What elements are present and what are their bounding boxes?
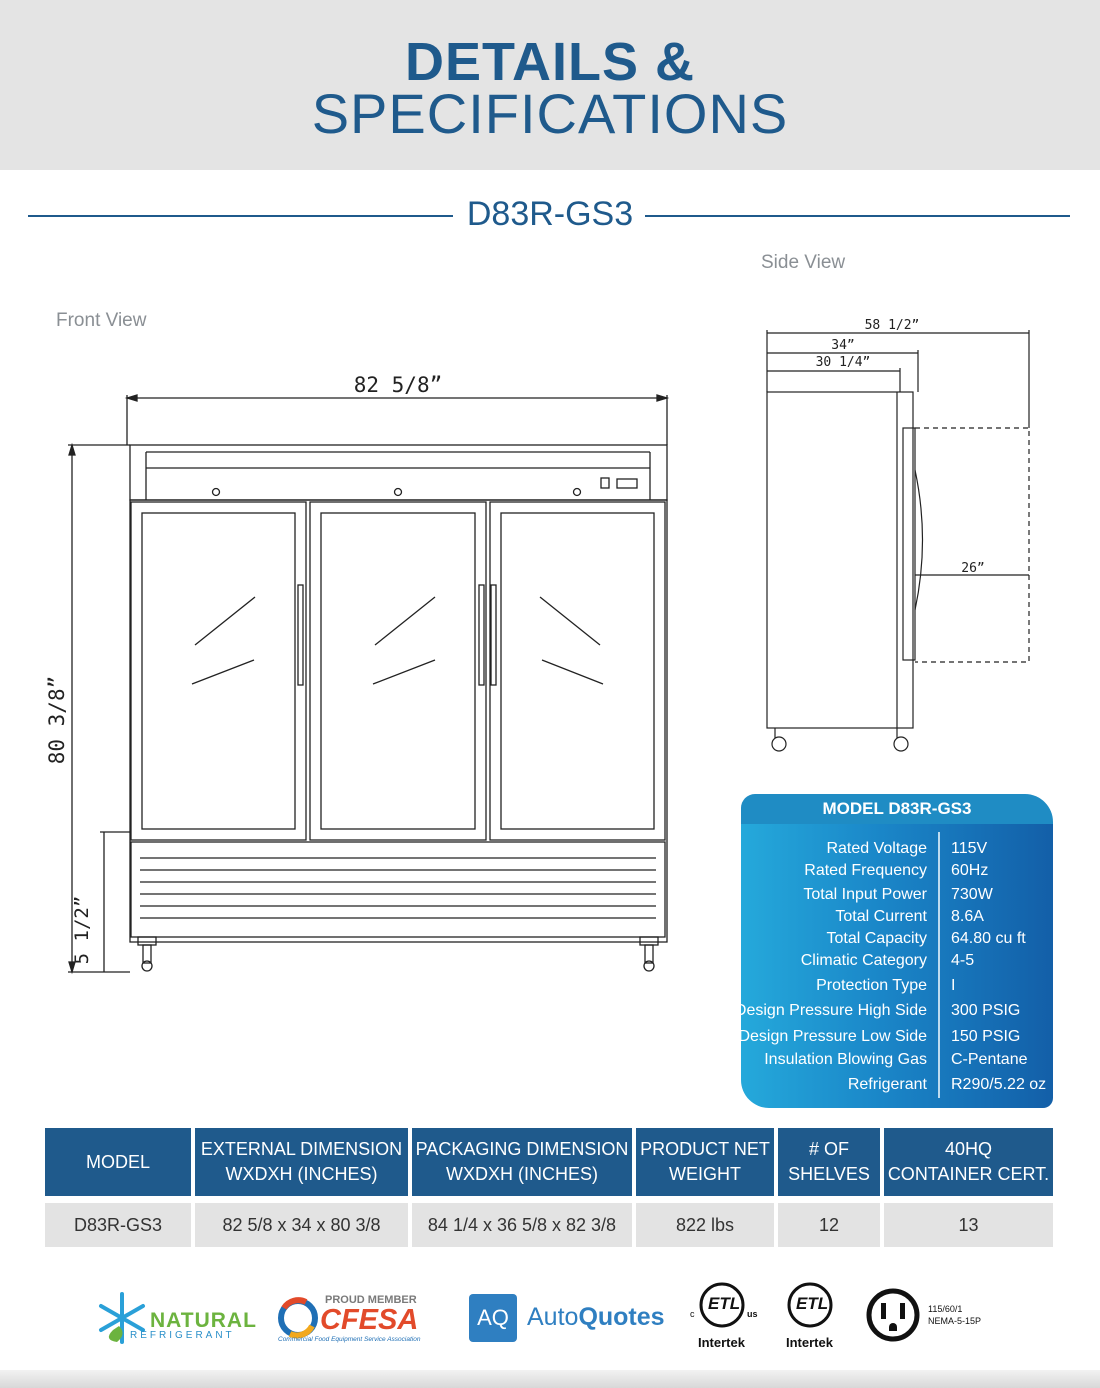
spec-row [741, 840, 1053, 862]
spec-label: Total Capacity [826, 930, 927, 947]
side-door-dim: 26” [961, 561, 985, 576]
spec-value: 64.80 cu ft [951, 930, 1026, 947]
spec-value: 150 PSIG [951, 1028, 1021, 1045]
spec-row [741, 977, 1053, 999]
side-depth-dim: 34” [831, 338, 855, 353]
spec-row [741, 952, 1053, 974]
etl-sanitation-mark-text: ETL [796, 1294, 829, 1313]
plug-outlet-icon [865, 1287, 921, 1343]
cfesa-sub-text: Commercial Food Equipment Service Association [278, 1336, 421, 1343]
header-line: PRODUCT NET [640, 1139, 770, 1159]
header-line: PACKAGING DIMENSION [415, 1139, 629, 1159]
spec-value: C-Pentane [951, 1051, 1028, 1068]
table-header-shelves [778, 1128, 880, 1196]
model-title: D83R-GS3 [466, 195, 634, 233]
header-line: CONTAINER CERT. [887, 1164, 1050, 1184]
table-header-net-weight [636, 1128, 774, 1196]
etl-sanitation-intertek-text: Intertek [786, 1335, 833, 1350]
spec-value: I [951, 977, 956, 994]
page-title-line1: DETAILS & [405, 32, 695, 92]
spec-label: Total Input Power [803, 886, 927, 903]
etl-us-text: us [747, 1309, 758, 1319]
spec-row [741, 886, 1053, 908]
spec-value: 730W [951, 886, 993, 903]
side-body-dim: 30 1/4” [815, 355, 871, 370]
table-header-container-cert [884, 1128, 1053, 1196]
spec-value: R290/5.22 oz [951, 1076, 1047, 1093]
side-view-label: Side View [761, 252, 846, 273]
front-width-dim: 82 5/8” [353, 373, 443, 397]
spec-label: Insulation Blowing Gas [764, 1051, 927, 1068]
header-line: 40HQ [944, 1139, 992, 1159]
cfesa-main-text: CFESA [320, 1304, 419, 1336]
spec-box [734, 794, 1053, 1110]
side-view-drawing [767, 330, 1029, 751]
front-height-dim: 80 3/8” [45, 675, 69, 765]
spec-label: Protection Type [816, 977, 927, 994]
side-overall-dim: 58 1/2” [864, 318, 920, 333]
spec-row [738, 1028, 1053, 1050]
natural-text: NATURAL [150, 1309, 257, 1332]
table-header-model [45, 1128, 191, 1196]
header-line: MODEL [85, 1151, 150, 1172]
spec-row [734, 1002, 1053, 1024]
header-line: WEIGHT [669, 1164, 741, 1184]
spec-label: Climatic Category [800, 952, 927, 969]
spec-label: Total Current [835, 908, 927, 925]
front-view-label: Front View [56, 310, 147, 331]
etl-mark-text: ETL [708, 1294, 741, 1313]
spec-row [741, 1076, 1053, 1098]
plug-spec-line2: NEMA-5-15P [928, 1316, 982, 1326]
header-line: # OF [808, 1139, 849, 1159]
spec-label: Rated Voltage [826, 840, 927, 857]
table-cell-external-dimension: 82 5/8 x 34 x 80 3/8 [195, 1203, 408, 1247]
spec-value: 115V [951, 840, 988, 857]
spec-value: 8.6A [951, 908, 984, 925]
footer-bar [0, 1370, 1100, 1388]
etl-intertek-text: Intertek [698, 1335, 745, 1350]
table-cell-model: D83R-GS3 [45, 1203, 191, 1247]
spec-row [741, 1051, 1053, 1073]
spec-row [741, 930, 1053, 952]
page-title-line2: SPECIFICATIONS [311, 82, 789, 145]
spec-value: 4-5 [951, 952, 975, 969]
spec-row [741, 862, 1053, 884]
spec-box-title: MODEL D83R-GS3 [741, 794, 1053, 824]
spec-label: Refrigerant [847, 1076, 927, 1093]
spec-row [741, 908, 1053, 930]
front-base-dim: 5 1/2” [71, 895, 93, 965]
table-cell-container-cert: 13 [884, 1203, 1053, 1247]
table-header-external-dimension [195, 1128, 408, 1196]
header-line: SHELVES [788, 1164, 870, 1184]
spec-label: Design Pressure High Side [734, 1002, 927, 1019]
table-header-packaging-dimension [412, 1128, 632, 1196]
plug-spec-line1: 115/60/1 [928, 1304, 963, 1314]
header-line: EXTERNAL DIMENSION [200, 1139, 403, 1159]
spec-value: 60Hz [951, 862, 989, 879]
cfesa-swirl-icon [276, 1296, 322, 1340]
aq-quotes-text: Quotes [578, 1303, 665, 1331]
aq-auto-text: Auto [527, 1303, 579, 1331]
table-cell-shelves: 12 [778, 1203, 880, 1247]
refrigerant-text: REFRIGERANT [130, 1330, 235, 1341]
cfesa-top-text: PROUD MEMBER [325, 1294, 417, 1306]
etl-c-text: c [690, 1309, 695, 1319]
spec-label: Design Pressure Low Side [738, 1028, 927, 1045]
table-cell-net-weight: 822 lbs [636, 1203, 774, 1247]
aq-badge-icon: AQ [469, 1294, 517, 1342]
spec-label: Rated Frequency [804, 862, 927, 879]
header-line: WXDXH (INCHES) [225, 1164, 378, 1184]
front-view-drawing [68, 395, 667, 972]
header-line: WXDXH (INCHES) [445, 1164, 598, 1184]
table-cell-packaging-dimension: 84 1/4 x 36 5/8 x 82 3/8 [412, 1203, 632, 1247]
spec-value: 300 PSIG [951, 1002, 1021, 1019]
